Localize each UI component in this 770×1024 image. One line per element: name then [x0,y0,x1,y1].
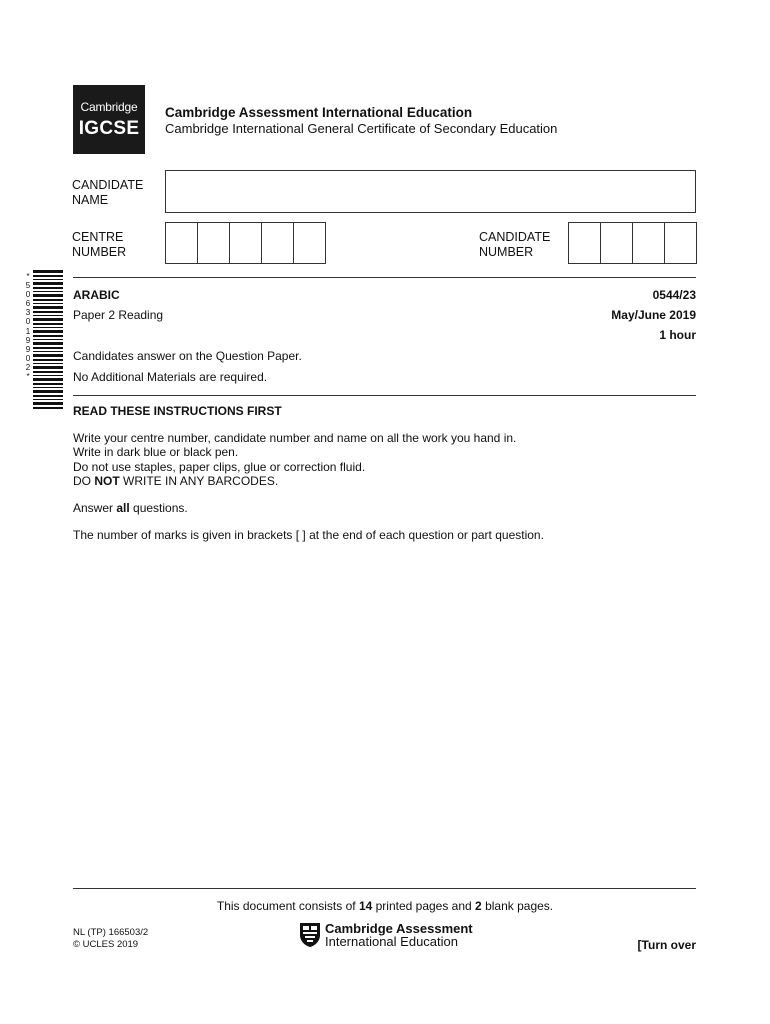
answer-emphasis: all [116,501,130,515]
barcode-bar [33,371,63,373]
divider [73,395,696,396]
page-count-note [0,899,770,914]
barcode-digits [24,272,32,381]
candidate-number-field[interactable] [568,222,697,264]
org-title: Cambridge Assessment International Education [165,105,473,120]
subject: ARABIC [73,288,120,302]
warning-emphasis: NOT [94,474,120,488]
document-reference: NL (TP) 166503/2 [73,927,149,938]
centre-number-label [72,230,126,260]
barcode-bar [33,303,63,304]
candidate-number-cell[interactable] [665,223,696,263]
cambridge-assessment-logo [299,922,473,948]
barcode-bar [33,375,63,376]
footer-logo-line2: International Education [325,934,458,949]
materials-note: No Additional Materials are required. [73,370,268,384]
answer-text: Answer [73,501,117,515]
centre-number-cell[interactable] [198,223,230,263]
barcode-digit: * [26,272,30,281]
marks-instruction: The number of marks is given in brackets [ ] at the end of each question or part question. [73,528,544,542]
barcode-bar [33,318,63,321]
barcode-bar [33,311,63,313]
page-count-text: printed pages and [372,899,476,913]
divider [73,277,696,278]
barcode-bar [33,299,63,301]
candidate-number-label-line2: NUMBER [479,245,534,259]
barcode-digit: 0 [25,317,31,327]
barcode-digit: 9 [25,344,31,354]
barcode-bar [33,351,63,352]
barcode-bar [33,339,63,340]
footer-divider [73,888,696,889]
barcode-bar [33,407,63,409]
footer-logo-line1: Cambridge Assessment [325,921,473,936]
page-count-text: blank pages. [481,899,554,913]
instruction-line: Write your centre number, candidate number and name on all the work you hand in. [73,431,517,445]
barcode-digit: 0 [25,290,31,300]
answer-on-note: Candidates answer on the Question Paper. [73,349,302,363]
centre-number-cell[interactable] [166,223,198,263]
barcode-bar [33,282,63,285]
warning-text: WRITE IN ANY BARCODES. [119,474,279,488]
barcode-digit: 1 [25,326,31,336]
barcode-bar [33,366,63,369]
exam-duration: 1 hour [659,328,696,342]
barcode-digit: 3 [25,308,31,318]
paper-title: Paper 2 Reading [73,308,164,322]
barcode-bar [33,390,63,393]
cambridge-shield-icon [299,922,321,948]
barcode-bar [33,347,63,349]
instruction-barcode-warning [73,474,278,489]
barcode-bar [33,270,63,273]
turn-over: [Turn over [637,938,696,952]
barcode-bar [33,294,63,297]
warning-text: DO [73,474,95,488]
candidate-name-label-line1: CANDIDATE [72,178,144,192]
blank-page-count: 2 [475,899,482,913]
barcode-bar [33,327,63,328]
barcode-bar [33,342,63,345]
copyright: © UCLES 2019 [73,939,139,950]
page-count-text: This document consists of [216,899,359,913]
centre-number-cell[interactable] [294,223,325,263]
barcode [33,270,63,410]
barcode-bar [33,306,63,309]
barcode-bar [33,291,63,292]
barcode-bar [33,395,63,397]
instruction-line: Do not use staples, paper clips, glue or correction fluid. [73,460,366,474]
barcode-bar [33,399,63,400]
candidate-name-label [72,178,143,208]
barcode-digit: 2 [25,362,31,372]
barcode-bar [33,383,63,385]
logo-line1: Cambridge [80,99,138,114]
instructions-heading: READ THESE INSTRUCTIONS FIRST [73,404,282,418]
printed-page-count: 14 [358,899,373,913]
centre-number-cell[interactable] [262,223,294,263]
barcode-bar [33,402,63,405]
barcode-bar [33,275,63,277]
centre-number-cell[interactable] [230,223,262,263]
candidate-name-field[interactable] [165,170,696,213]
footer-logo-text [325,922,473,948]
centre-number-label-line1: CENTRE [72,230,124,244]
centre-number-field[interactable] [165,222,326,264]
barcode-bar [33,378,63,381]
barcode-digit: 6 [25,299,31,309]
barcode-digit: 5 [25,281,31,291]
barcode-bar [33,354,63,357]
footer-reference [73,927,148,951]
instruction-line: Write in dark blue or black pen. [73,445,239,459]
org-subtitle: Cambridge International General Certificate of Secondary Education [165,121,558,136]
barcode-digit: 0 [25,353,31,363]
cambridge-igcse-logo [73,85,145,154]
centre-number-label-line2: NUMBER [72,245,127,259]
barcode-bar [33,315,63,316]
exam-session: May/June 2019 [611,308,696,322]
barcode-bar [33,359,63,361]
candidate-number-cell[interactable] [633,223,665,263]
barcode-bar [33,287,63,289]
barcode-bar [33,330,63,333]
candidate-number-label-line1: CANDIDATE [479,230,551,244]
exam-code: 0544/23 [652,288,696,302]
barcode-bar [33,335,63,337]
barcode-bar [33,323,63,325]
candidate-number-label [479,230,550,260]
candidate-number-cell[interactable] [601,223,633,263]
answer-instruction [73,501,188,516]
barcode-digit: 9 [25,335,31,345]
barcode-bar [33,279,63,280]
logo-line2: IGCSE [78,117,140,139]
candidate-name-label-line2: NAME [72,193,109,207]
answer-text: questions. [129,501,188,515]
candidate-number-cell[interactable] [569,223,601,263]
barcode-bar [33,387,63,388]
barcode-digit: * [26,372,30,382]
barcode-bar [33,363,63,364]
